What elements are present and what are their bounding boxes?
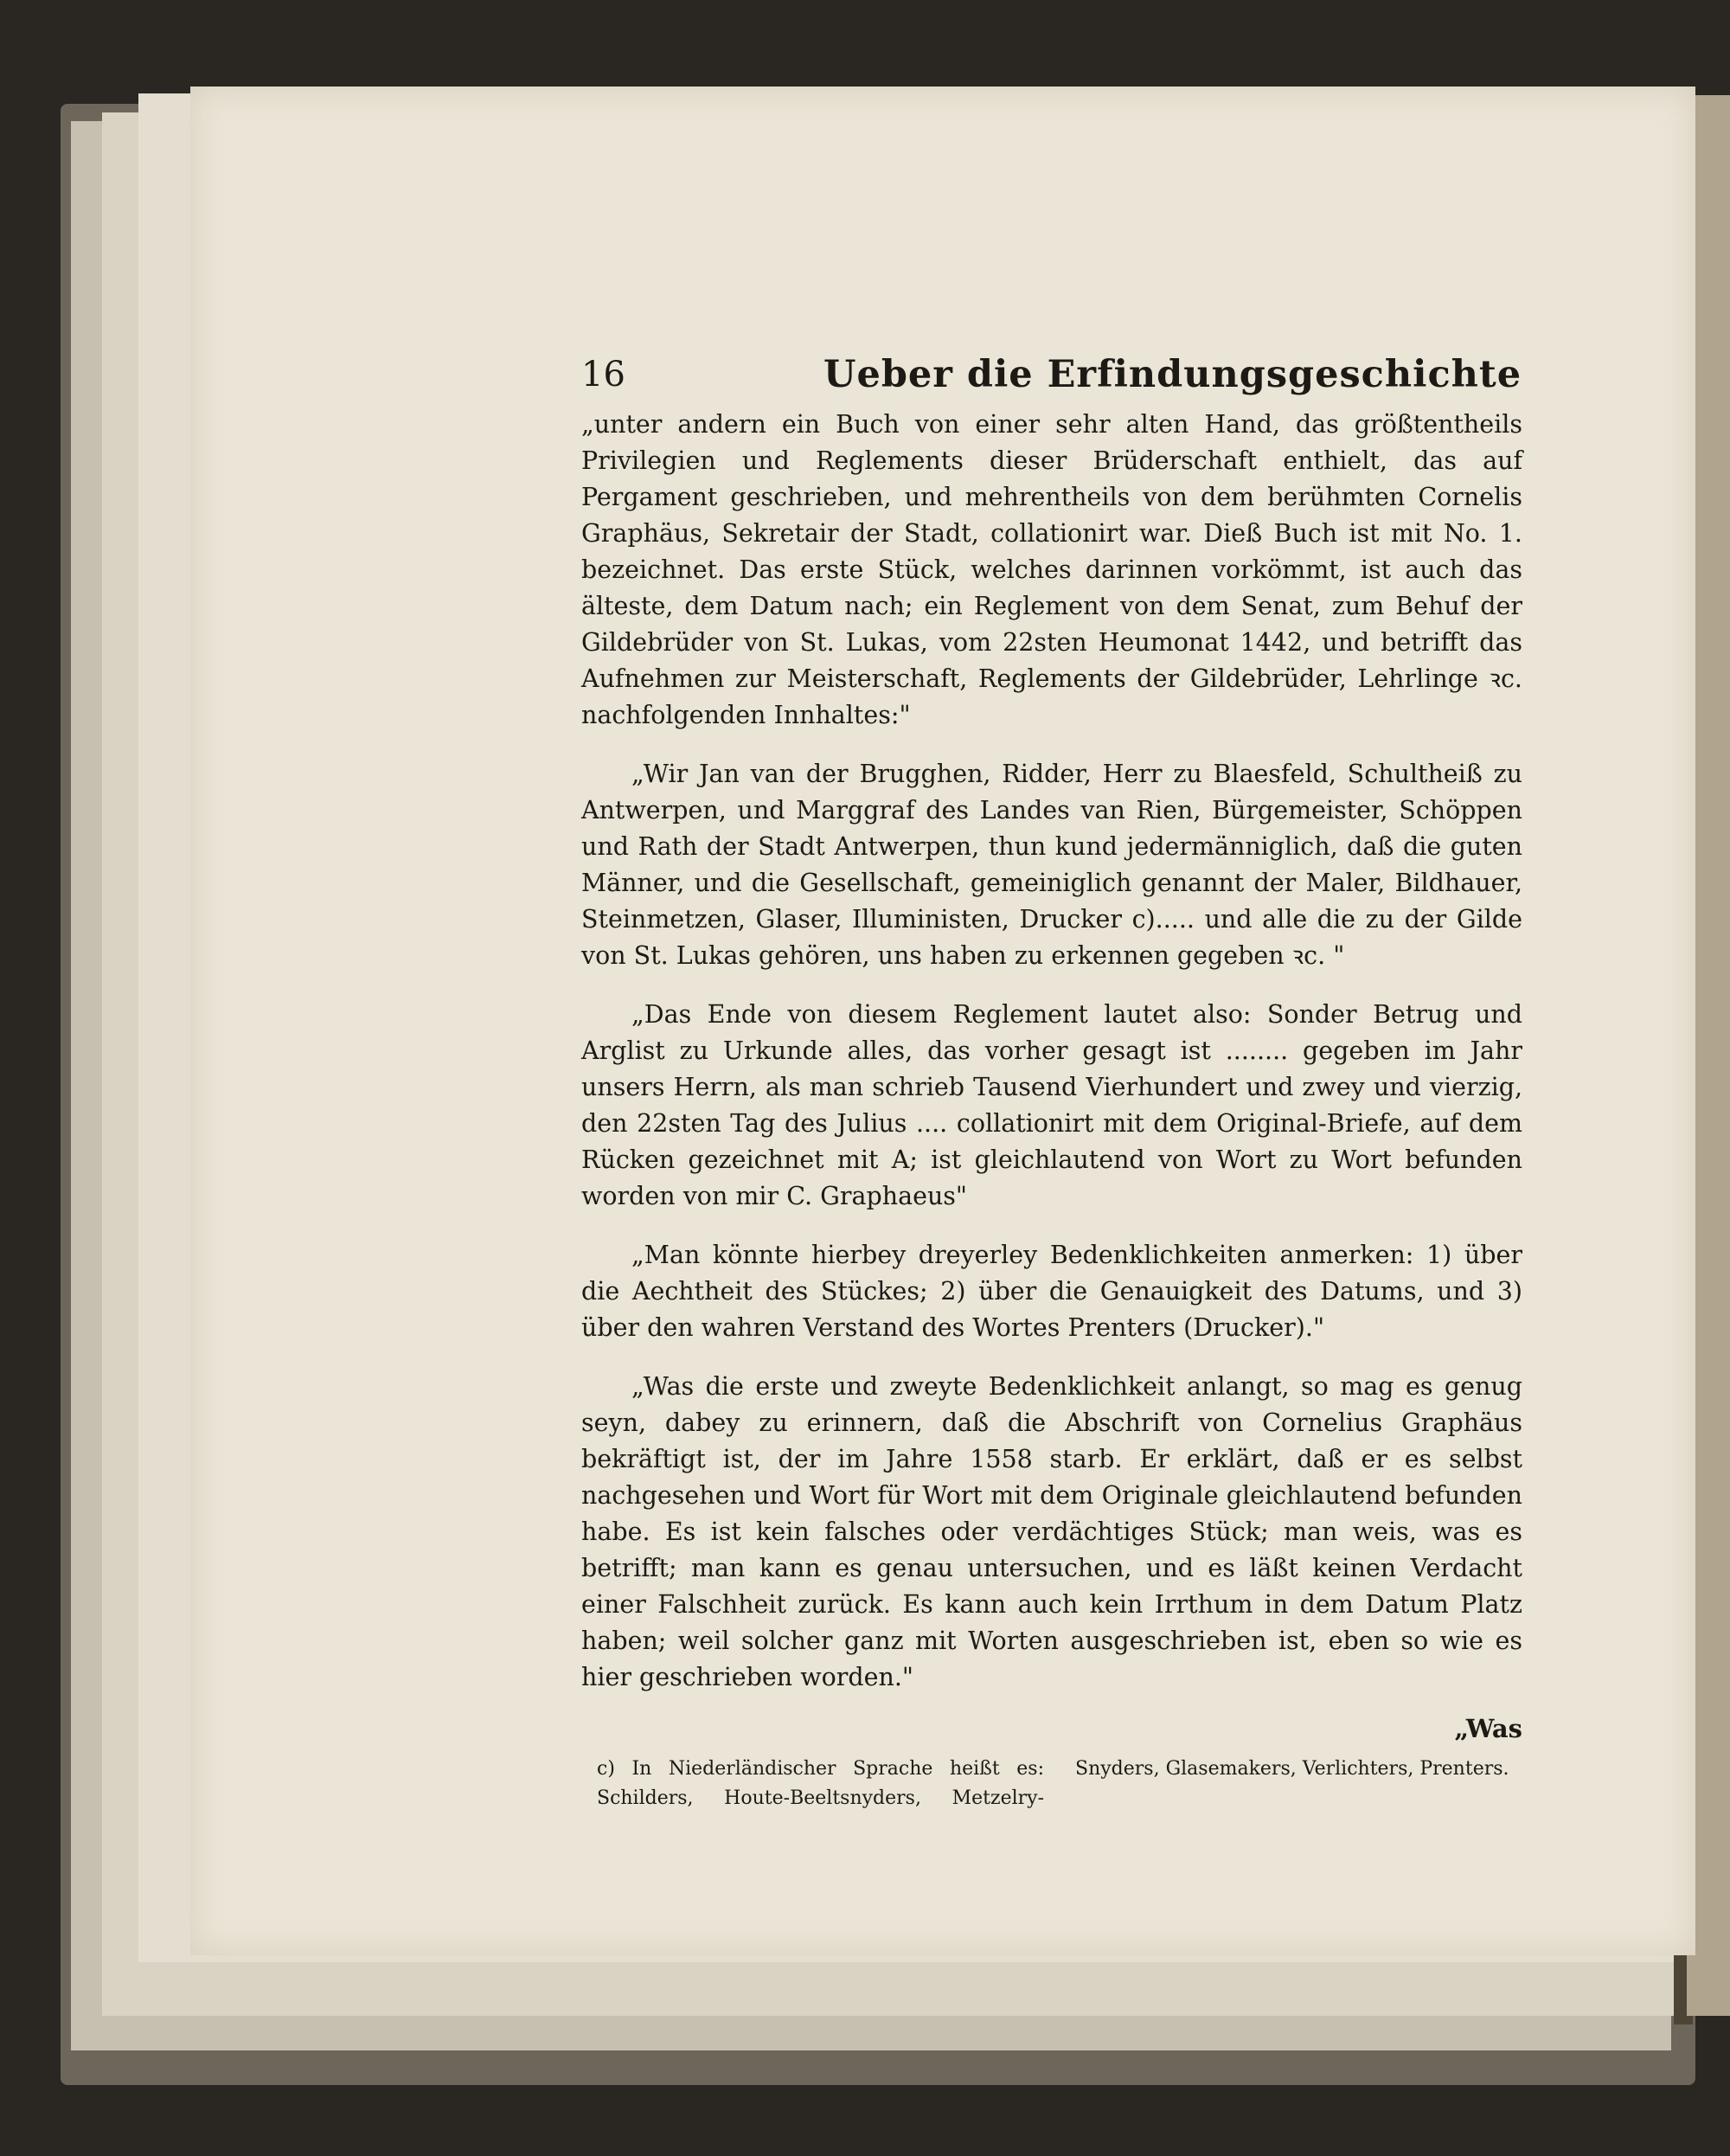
paragraph-3: „Das Ende von diesem Reglement lautet also: Sonder Betrug und Arglist zu Urkunde alles, das vorher gesagt ist ........ gegeben im Jahr unsers Herrn, als man schrieb Tausend Vierhundert und zwey und vierzig, den 22sten Tag des Julius .... collationirt mit dem Original-Briefe, auf dem Rücken gezeichnet mit A; ist gleichlautend von Wort zu Wort befunden worden von mir C. Graphaeus" — [581, 1000, 1522, 1210]
page-number: 16 — [581, 355, 625, 395]
paragraph-4: „Man könnte hierbey dreyerley Bedenklichkeiten anmerken: 1) über die Aechtheit des Stückes; 2) über die Genauigkeit des Datums, und 3) über den wahren Verstand des Wortes Prenters (Drucker)." — [581, 1241, 1522, 1342]
running-head — [581, 346, 1522, 407]
paragraph-1: „unter andern ein Buch von einer sehr alten Hand, das größtentheils Privilegien und Reglements dieser Brüderschaft enthielt, das auf Pergament geschrieben, und mehrentheils von dem berühmten Cornelis Graphäus, Sekretair der Stadt, collationirt war. Dieß Buch ist mit No. 1. bezeichnet. Das erste Stück, welches darinnen vorkömmt, ist auch das älteste, dem Datum nach; ein Reglement von dem Senat, zum Behuf der Gildebrüder von St. Lukas, vom 22sten Heumonat 1442, und betrifft das Aufnehmen zur Meisterschaft, Reglements der Gildebrüder, Lehrlinge ꝛc. nachfolgenden Innhaltes:" — [581, 410, 1522, 729]
catchword: „Was — [1454, 1714, 1522, 1743]
page-text-block — [581, 346, 1522, 1813]
footnote: c) In Niederländischer Sprache heißt es: Schilders, Houte-Beeltsnyders, Metzelry-Snyders, Glasemakers, Verlichters, Prenters. — [597, 1758, 1509, 1809]
paragraph-5: „Was die erste und zweyte Bedenklichkeit anlangt, so mag es genug seyn, dabey zu erinnern, daß die Abschrift von Cornelius Graphäus bekräftigt ist, der im Jahre 1558 starb. Er erklärt, daß er es selbst nachgesehen und Wort für Wort mit dem Originale gleichlautend befunden habe. Es ist kein falsches oder verdächtiges Stück; man weis, was es betrifft; man kann es genau untersuchen, und es läßt keinen Verdacht einer Falschheit zurück. Es kann auch kein Irrthum in dem Datum Platz haben; weil solcher ganz mit Worten ausgeschrieben ist, eben so wie es hier geschrieben worden." — [581, 1372, 1522, 1691]
running-title: Ueber die Erfindungsgeschichte — [823, 353, 1522, 396]
paragraph-2: „Wir Jan van der Brugghen, Ridder, Herr zu Blaesfeld, Schultheiß zu Antwerpen, und Marggraf des Landes van Rien, Bürgemeister, Schöppen und Rath der Stadt Antwerpen, thun kund jedermänniglich, daß die guten Männer, und die Gesellschaft, gemeiniglich genannt der Maler, Bildhauer, Steinmetzen, Glaser, Illuministen, Drucker c)..... und alle die zu der Gilde von St. Lukas gehören, uns haben zu erkennen gegeben ꝛc. " — [581, 760, 1522, 970]
